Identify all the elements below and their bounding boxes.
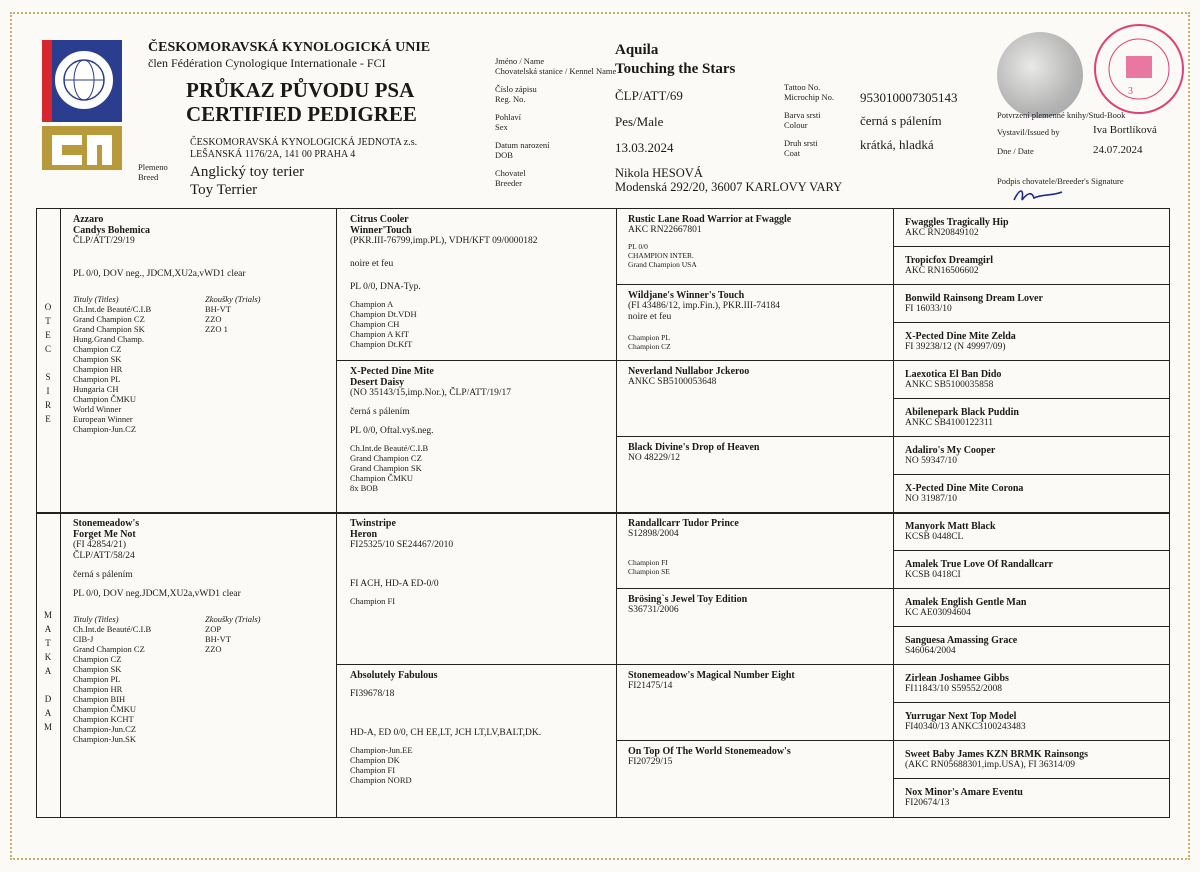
breeder-name: Nikola HESOVÁ xyxy=(615,166,703,180)
gggp-reg: AKC RN20849102 xyxy=(905,228,979,238)
gp-sire-dam xyxy=(350,366,612,493)
gggp-reg: NO 31987/10 xyxy=(905,494,957,504)
colour-value: černá s pálením xyxy=(860,113,942,128)
gp-sd-health: PL 0/0, Oftal.vyš.neg. xyxy=(350,426,434,436)
doc-title-cz: PRŮKAZ PŮVODU PSA xyxy=(186,78,415,102)
sire-health: PL 0/0, DOV neg., JDCM,XU2a,vWD1 clear xyxy=(73,269,246,279)
ggp-reg: S12898/2004 xyxy=(628,529,679,539)
gp-ds-name2: Heron xyxy=(350,529,378,540)
gp-sd-name2: Desert Daisy xyxy=(350,377,405,388)
gp-sd-name1: X-Pected Dine Mite xyxy=(350,366,434,377)
dam-health: PL 0/0, DOV neg.JDCM,XU2a,vWD1 clear xyxy=(73,589,241,599)
gggp-cell xyxy=(905,293,1167,315)
gggp-cell xyxy=(905,407,1167,429)
gggp-cell xyxy=(905,597,1167,619)
fci-cmku-logo xyxy=(42,40,122,170)
dob-value: 13.03.2024 xyxy=(615,140,674,155)
dam-name2: Forget Me Not xyxy=(73,529,136,540)
gggp-name: Laexotica El Ban Dido xyxy=(905,369,1002,380)
ggp-extra: Champion PL Champion CZ xyxy=(628,333,671,351)
gggp-cell xyxy=(905,787,1167,809)
gggp-name: Adaliro's My Cooper xyxy=(905,445,996,456)
ggp-cell xyxy=(628,518,890,576)
gggp-name: Yurrugar Next Top Model xyxy=(905,711,1017,722)
gggp-reg: S46064/2004 xyxy=(905,646,956,656)
dam-titles-label: Tituly (Titles) xyxy=(73,614,119,624)
studbook-stamp xyxy=(1090,20,1188,118)
breeder-label: Chovatel Breeder xyxy=(495,168,526,188)
gp-dd-titles: Champion-Jun.EE Champion DK Champion FI Champion NORD xyxy=(350,745,413,785)
sire-trials: BH-VT ZZO ZZO 1 xyxy=(205,304,231,334)
ggp-name: Stonemeadow's Magical Number Eight xyxy=(628,670,795,681)
gggp-name: X-Pected Dine Mite Zelda xyxy=(905,331,1016,342)
sire-trials-label: Zkoušky (Trials) xyxy=(205,294,261,304)
breeder-signature xyxy=(1012,186,1064,209)
gp-ss-name1: Citrus Cooler xyxy=(350,214,409,225)
issued-by: Iva Bortlíková xyxy=(1093,124,1157,136)
ggp-name: Neverland Nullabor Jckeroo xyxy=(628,366,750,377)
dam-trials: ZOP BH-VT ZZO xyxy=(205,624,231,654)
gp-ss-colour: noire et feu xyxy=(350,259,394,269)
ggp-reg: AKC RN22667801 xyxy=(628,225,702,235)
dam-reg2: ČLP/ATT/58/24 xyxy=(73,551,135,561)
gggp-name: Bonwild Rainsong Dream Lover xyxy=(905,293,1043,304)
gp-dd-health: HD-A, ED 0/0, CH EE,LT, JCH LT,LV,BALT,DK. xyxy=(350,728,542,738)
gggp-reg: FI11843/10 S59552/2008 xyxy=(905,684,1003,694)
gp-sire-sire xyxy=(350,214,612,349)
issued-label: Vystavil/Issued by xyxy=(997,127,1060,137)
gggp-reg: FI20674/13 xyxy=(905,798,950,808)
dam-reg1: (FI 42854/21) xyxy=(73,540,127,550)
gggp-name: Sweet Baby James KZN BRMK Rainsongs xyxy=(905,749,1089,760)
signature-label: Podpis chovatele/Breeder's Signature xyxy=(997,176,1124,186)
ggp-name: Black Divine's Drop of Heaven xyxy=(628,442,760,453)
gggp-name: Abilenepark Black Puddin xyxy=(905,407,1019,418)
gggp-cell xyxy=(905,673,1167,695)
ggp-cell xyxy=(628,442,890,464)
gggp-cell xyxy=(905,255,1167,277)
colour-label: Barva srsti Colour xyxy=(784,110,821,130)
ggp-extra: PL 0/0 CHAMPION INTER. Grand Champion USA xyxy=(628,242,697,269)
gp-ss-health: PL 0/0, DNA-Typ. xyxy=(350,282,421,292)
name-label: Jméno / Name Chovatelská stanice / Kennel Name xyxy=(495,56,617,76)
gggp-name: Amalek English Gentle Man xyxy=(905,597,1027,608)
dob-label: Datum narození DOB xyxy=(495,140,550,160)
gp-ss-reg: (PKR.III-76799,imp.PL), VDH/KFT 09/0000182 xyxy=(350,236,538,246)
gp-ss-titles: Champion A Champion Dt.VDH Champion CH Champion A KfT Champion Dt.KfT xyxy=(350,299,417,349)
gp-dam-sire xyxy=(350,518,612,606)
gggp-cell xyxy=(905,217,1167,239)
ggp-extra: Champion FI Champion SE xyxy=(628,558,670,576)
ggp-cell xyxy=(628,594,890,616)
org-title: ČESKOMORAVSKÁ KYNOLOGICKÁ UNIE xyxy=(148,40,431,55)
date-label: Dne / Date xyxy=(997,146,1034,156)
dam-name1: Stonemeadow's xyxy=(73,518,140,529)
gggp-cell xyxy=(905,559,1167,581)
gggp-name: Nox Minor's Amare Eventu xyxy=(905,787,1023,798)
gp-ds-reg: FI25325/10 SE24467/2010 xyxy=(350,540,454,550)
gggp-reg: NO 59347/10 xyxy=(905,456,957,466)
chip-label: Tattoo No. Microchip No. xyxy=(784,82,835,102)
doc-title-en: CERTIFIED PEDIGREE xyxy=(186,102,417,126)
issue-date: 24.07.2024 xyxy=(1093,144,1143,156)
ggp-name: Wildjane's Winner's Touch xyxy=(628,290,745,301)
reg-label: Číslo zápisu Reg. No. xyxy=(495,84,537,104)
gggp-cell xyxy=(905,749,1167,771)
gggp-cell xyxy=(905,369,1167,391)
dam-colour: černá s pálením xyxy=(73,570,133,580)
gp-sd-reg: (NO 35143/15,imp.Nor.), ČLP/ATT/19/17 xyxy=(350,388,511,398)
ggp-name: Brösing`s Jewel Toy Edition xyxy=(628,594,748,605)
studbook-confirm: Potvrzení plemenné knihy/Stud-Book xyxy=(997,110,1126,120)
sire-titles-label: Tituly (Titles) xyxy=(73,294,119,304)
gp-sd-titles: Ch.Int.de Beauté/C.I.B Grand Champion CZ Grand Champion SK Champion ČMKU 8x BOB xyxy=(350,443,429,493)
gp-dd-reg: FI39678/18 xyxy=(350,689,395,699)
ggp-cell xyxy=(628,214,890,269)
sire-cell xyxy=(73,214,333,434)
sex-label: Pohlaví Sex xyxy=(495,112,521,132)
hologram-sticker xyxy=(997,32,1083,118)
gggp-name: Tropicfox Dreamgirl xyxy=(905,255,994,266)
gp-dam-dam xyxy=(350,670,612,785)
gggp-reg: FI 16033/10 xyxy=(905,304,952,314)
ggp-reg: (FI 43486/12, imp.Fin.), PKR.III-74184 noire et feu xyxy=(628,301,780,322)
ggp-reg: FI21475/14 xyxy=(628,681,673,691)
chip-number: 953010007305143 xyxy=(860,90,958,105)
breed-label: Plemeno Breed xyxy=(138,162,168,182)
ggp-cell xyxy=(628,290,890,351)
gp-ds-health: FI ACH, HD-A ED-0/0 xyxy=(350,579,439,589)
issuer-address: LEŠANSKÁ 1176/2A, 141 00 PRAHA 4 xyxy=(190,149,356,160)
gggp-name: Zirlean Joshamee Gibbs xyxy=(905,673,1009,684)
gggp-reg: KCSB 0448CL xyxy=(905,532,964,542)
gggp-reg: ANKC SB4100122311 xyxy=(905,418,994,428)
ggp-reg: S36731/2006 xyxy=(628,605,679,615)
gggp-cell xyxy=(905,521,1167,543)
reg-number: ČLP/ATT/69 xyxy=(615,88,683,103)
dam-titles: Ch.Int.de Beauté/C.I.B CIB-J Grand Champion CZ Champion CZ Champion SK Champion PL Champion HR Champion BIH Champion ČMKU Champion KCHT Champion-Jun.CZ Champion-Jun.SK xyxy=(73,624,152,744)
dam-trials-label: Zkoušky (Trials) xyxy=(205,614,261,624)
dam-cell xyxy=(73,518,333,744)
gp-dd-name: Absolutely Fabulous xyxy=(350,670,438,681)
issuer-name: ČESKOMORAVSKÁ KYNOLOGICKÁ JEDNOTA z.s. xyxy=(190,137,418,148)
gggp-cell xyxy=(905,635,1167,657)
gp-ds-titles: Champion FI xyxy=(350,596,396,606)
breeder-address: Modenská 292/20, 36007 KARLOVY VARY xyxy=(615,180,843,194)
kennel-name: Touching the Stars xyxy=(615,61,736,77)
gggp-reg: (AKC RN05688301,imp.USA), FI 36314/09 xyxy=(905,760,1075,770)
dam-side-label: M A T K A D A M xyxy=(43,610,52,732)
ggp-cell xyxy=(628,670,890,692)
gp-ss-name2: Winner'Touch xyxy=(350,225,412,236)
gggp-reg: KC AE03094604 xyxy=(905,608,971,618)
gggp-name: Amalek True Love Of Randallcarr xyxy=(905,559,1053,570)
gggp-reg: AKC RN16506602 xyxy=(905,266,979,276)
coat-value: krátká, hladká xyxy=(860,137,934,152)
ggp-reg: FI20729/15 xyxy=(628,757,673,767)
sire-titles: Ch.Int.de Beauté/C.I.B Grand Champion CZ Grand Champion SK Hung.Grand Champ. Champion CZ Champion SK Champion HR Champion PL Hungaria CH Champion ČMKU World Winner European Winner Champion-Jun.CZ xyxy=(73,304,152,434)
breed-en: Toy Terrier xyxy=(190,182,258,198)
gggp-reg: ANKC SB5100035858 xyxy=(905,380,994,390)
gggp-reg: FI 39238/12 (N 49997/09) xyxy=(905,342,1006,352)
gggp-reg: KCSB 0418CI xyxy=(905,570,961,580)
gggp-cell xyxy=(905,483,1167,505)
gggp-name: X-Pected Dine Mite Corona xyxy=(905,483,1024,494)
ggp-reg: NO 48229/12 xyxy=(628,453,680,463)
gp-ds-name1: Twinstripe xyxy=(350,518,396,529)
ggp-reg: ANKC SB5100053648 xyxy=(628,377,717,387)
dog-name: Aquila xyxy=(615,42,659,58)
gp-sd-colour: černá s pálením xyxy=(350,407,410,417)
gggp-cell xyxy=(905,445,1167,467)
gggp-reg: FI40340/13 ANKC3100243483 xyxy=(905,722,1026,732)
gggp-name: Fwaggles Tragically Hip xyxy=(905,217,1009,228)
gggp-cell xyxy=(905,711,1167,733)
breed-cz: Anglický toy terier xyxy=(190,164,305,180)
ggp-cell xyxy=(628,746,890,768)
sire-reg: ČLP/ATT/29/19 xyxy=(73,236,135,246)
gggp-name: Sanguesa Amassing Grace xyxy=(905,635,1018,646)
ggp-name: Rustic Lane Road Warrior at Fwaggle xyxy=(628,214,792,225)
stamp-number: 3 xyxy=(1128,86,1133,97)
org-subtitle: člen Fédération Cynologique Internationale - FCI xyxy=(148,56,386,70)
gggp-name: Manyork Matt Black xyxy=(905,521,996,532)
sire-side-label: O T E C S I R E xyxy=(44,302,52,424)
coat-label: Druh srsti Coat xyxy=(784,138,818,158)
ggp-name: On Top Of The World Stonemeadow's xyxy=(628,746,791,757)
sire-name1: Azzaro xyxy=(73,214,104,225)
sire-name2: Candys Bohemica xyxy=(73,225,150,236)
ggp-cell xyxy=(628,366,890,388)
ggp-name: Randallcarr Tudor Prince xyxy=(628,518,739,529)
gggp-cell xyxy=(905,331,1167,353)
sex-value: Pes/Male xyxy=(615,114,664,129)
